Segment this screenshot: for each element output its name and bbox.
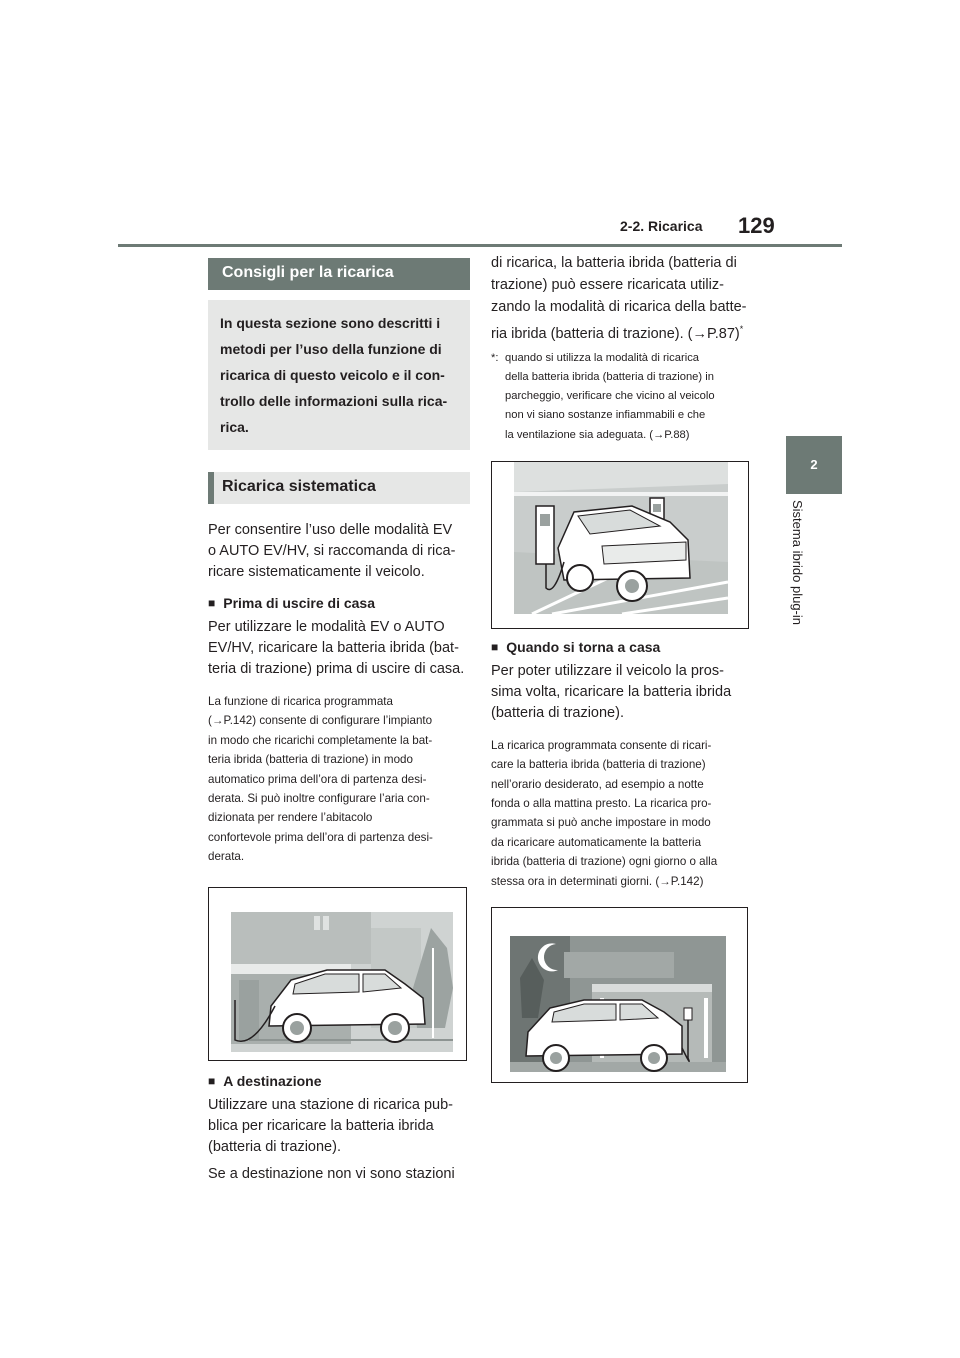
paragraph bbox=[208, 1164, 470, 1185]
illustration-night-charging bbox=[491, 907, 748, 1083]
text-line: sima volta, ricaricare la batteria ibrida bbox=[491, 683, 732, 700]
text-segment: ria ibrida (batteria di trazione). (→P.87) bbox=[491, 325, 740, 342]
note bbox=[208, 692, 470, 867]
chapter-tab: 2 bbox=[786, 436, 842, 494]
chapter-title: Sistema ibrido plug-in bbox=[790, 500, 805, 626]
text-line: derata. Si può inoltre configurare l’aria con- bbox=[208, 792, 430, 806]
text-line: o AUTO EV/HV, si raccomanda di rica- bbox=[208, 543, 456, 559]
page-number: 129 bbox=[738, 213, 775, 238]
paragraph bbox=[208, 617, 470, 680]
text-line: grammata si può anche impostare in modo bbox=[491, 816, 711, 830]
header-divider bbox=[118, 244, 842, 247]
text-line: Se a destinazione non vi sono stazioni bbox=[208, 1165, 455, 1182]
text-line: in modo che ricarichi completamente la bat- bbox=[208, 733, 433, 747]
right-column bbox=[491, 252, 753, 1083]
text-line: blica per ricaricare la batteria ibrida bbox=[208, 1117, 434, 1134]
text-line: zando la modalità di ricarica della batte- bbox=[491, 299, 747, 315]
public-station-illustration bbox=[492, 462, 748, 628]
text-line: Per poter utilizzare il veicolo la pros- bbox=[491, 662, 724, 679]
text-line: (→P.142) consente di configurare l’impianto bbox=[208, 714, 433, 728]
paragraph bbox=[491, 661, 753, 724]
section-title: Consigli per la ricarica bbox=[208, 258, 470, 290]
text-line: (batteria di trazione). bbox=[208, 1138, 341, 1155]
illustration-home-charging bbox=[208, 887, 467, 1061]
text-line: della batteria ibrida (batteria di trazione) in bbox=[505, 371, 714, 384]
text-line bbox=[491, 318, 753, 345]
text-line: stessa ora in determinati giorni. (→P.142) bbox=[491, 874, 704, 888]
text-line: automatico prima dell’ora di partenza desi- bbox=[208, 772, 427, 786]
text-line: La ricarica programmata consente di ricari- bbox=[491, 738, 712, 752]
note bbox=[491, 736, 753, 891]
text-line: Per consentire l’uso delle modalità EV bbox=[208, 522, 453, 538]
intro-line: ricarica di questo veicolo e il con- bbox=[220, 367, 445, 383]
footnote bbox=[491, 349, 753, 445]
paragraph bbox=[208, 520, 470, 583]
text-line: ricare sistematicamente il veicolo. bbox=[208, 564, 425, 580]
subsection-title: Ricarica sistematica bbox=[208, 472, 470, 504]
footnote-mark: *: bbox=[491, 351, 499, 364]
home-charging-illustration bbox=[209, 888, 466, 1060]
text-line: quando si utilizza la modalità di ricarica bbox=[505, 351, 700, 364]
subhead-prima-di-uscire: ■ Prima di uscire di casa bbox=[208, 593, 470, 614]
text-line: EV/HV, ricaricare la batteria ibrida (bat- bbox=[208, 640, 459, 656]
paragraph bbox=[491, 252, 753, 345]
text-line: Utilizzare una stazione di ricarica pub- bbox=[208, 1096, 453, 1113]
header-section-title: 2-2. Ricarica bbox=[620, 218, 703, 234]
chapter-side-label bbox=[786, 500, 814, 650]
text-line: da ricaricare automaticamente la batteria bbox=[491, 835, 702, 849]
text-line: parcheggio, verificare che vicino al veicolo bbox=[505, 390, 715, 403]
text-line: la ventilazione sia adeguata. (→P.88) bbox=[505, 428, 690, 441]
text-line: di ricarica, la batteria ibrida (batteria di bbox=[491, 255, 737, 271]
text-line: care la batteria ibrida (batteria di trazione) bbox=[491, 758, 706, 772]
illustration-public-station bbox=[491, 461, 749, 629]
footnote-marker: * bbox=[739, 324, 744, 334]
text-line: ibrida (batteria di trazione) ogni giorno o alla bbox=[491, 855, 718, 869]
left-column bbox=[208, 258, 470, 1185]
subhead-quando-si-torna: ■ Quando si torna a casa bbox=[491, 637, 753, 658]
intro-line: In questa sezione sono descritti i bbox=[220, 315, 441, 331]
text-line: dizionata per rendere l’abitacolo bbox=[208, 811, 373, 825]
text-line: La funzione di ricarica programmata bbox=[208, 695, 393, 708]
intro-box bbox=[208, 300, 470, 450]
text-line: non vi siano sostanze infiammabili e che bbox=[505, 409, 706, 422]
intro-line: metodi per l’uso della funzione di bbox=[220, 341, 442, 357]
text-line: fonda o alla mattina presto. La ricarica pro- bbox=[491, 797, 712, 811]
text-line: teria di trazione) prima di uscire di casa. bbox=[208, 661, 465, 677]
intro-line: trollo delle informazioni sulla rica- bbox=[220, 393, 448, 409]
text-line: confortevole prima dell’ora di partenza desi- bbox=[208, 830, 433, 844]
night-charging-illustration bbox=[492, 908, 747, 1082]
text-line: trazione) può essere ricaricata utiliz- bbox=[491, 277, 724, 293]
intro-line: rica. bbox=[220, 419, 249, 435]
text-line: derata. bbox=[208, 850, 245, 864]
text-line: nell’orario desiderato, ad esempio a notte bbox=[491, 777, 704, 791]
paragraph bbox=[208, 1095, 470, 1158]
text-line: teria ibrida (batteria di trazione) in modo bbox=[208, 753, 413, 767]
subhead-a-destinazione: ■ A destinazione bbox=[208, 1071, 470, 1092]
text-line: Per utilizzare le modalità EV o AUTO bbox=[208, 619, 445, 635]
text-line: (batteria di trazione). bbox=[491, 704, 624, 721]
